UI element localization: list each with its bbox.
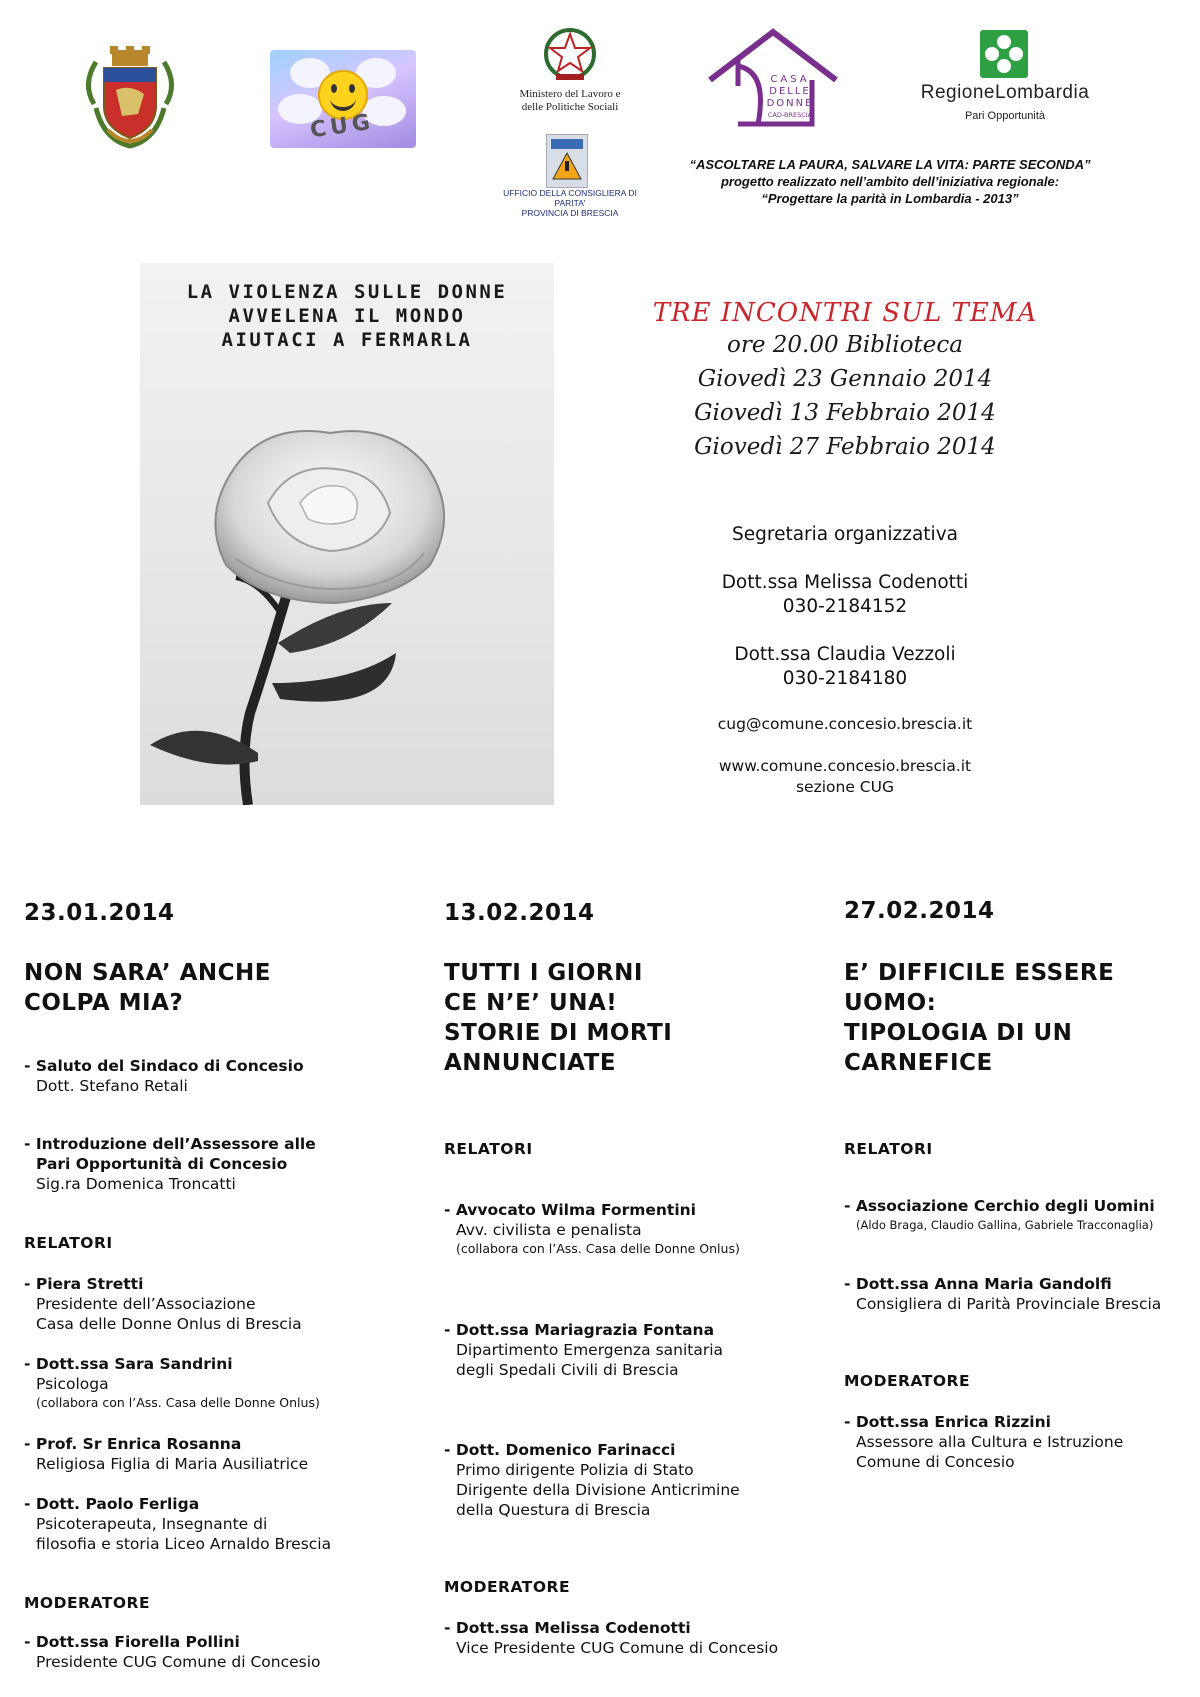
website-section: sezione CUG	[795, 778, 894, 796]
website-link[interactable]: www.comune.concesio.brescia.it	[718, 757, 972, 775]
col1-saluto: - Saluto del Sindaco di Concesio	[24, 1057, 304, 1075]
col2-title-line-3: STORIE DI MORTI	[444, 1020, 673, 1046]
contact-1-name: Dott.ssa Melissa Codenotti	[721, 572, 969, 593]
consigliera-badge	[546, 134, 588, 188]
col2-relatore-1-note: (collabora con l’Ass. Casa delle Donne Onlus)	[456, 1241, 740, 1256]
col1-moderatore-label: MODERATORE	[24, 1594, 151, 1612]
col2-title-line-1: TUTTI I GIORNI	[444, 960, 643, 986]
events-heading: TRE INCONTRI SUL TEMA	[652, 298, 1038, 328]
col3-moderatore: - Dott.ssa Enrica Rizzini	[844, 1413, 1051, 1431]
col3-moderatore-role-2: Comune di Concesio	[856, 1453, 1015, 1471]
col1-relatore-1-role-1: Presidente dell’Associazione	[36, 1295, 256, 1313]
col2-moderatore-role: Vice Presidente CUG Comune di Concesio	[456, 1639, 779, 1657]
casa-line-2: DELLE	[769, 86, 811, 97]
col1-moderatore-role: Presidente CUG Comune di Concesio	[36, 1653, 321, 1671]
col3-relatore-2: - Dott.ssa Anna Maria Gandolfi	[844, 1275, 1112, 1293]
col3-title-line-3: TIPOLOGIA DI UN	[844, 1020, 1073, 1046]
ministry-text	[500, 88, 640, 114]
white-rose-illustration	[140, 353, 554, 805]
event-date-1: Giovedì 23 Gennaio 2014	[697, 366, 993, 392]
col1-relatore-3-role: Religiosa Figlia di Maria Ausiliatrice	[36, 1455, 309, 1473]
col1-relatore-2: - Dott.ssa Sara Sandrini	[24, 1355, 233, 1373]
consigliera-text	[495, 188, 645, 218]
col3-title-line-1: E’ DIFFICILE ESSERE	[844, 960, 1115, 986]
col1-relatore-1: - Piera Stretti	[24, 1275, 144, 1293]
col3-title-line-2: UOMO:	[844, 990, 937, 1016]
consigliera-line-2: PROVINCIA DI BRESCIA	[521, 208, 619, 218]
col2-relatore-1-role: Avv. civilista e penalista	[456, 1221, 642, 1239]
col1-title-line-1: NON SARA’ ANCHE	[24, 960, 271, 986]
col2-moderatore: - Dott.ssa Melissa Codenotti	[444, 1619, 691, 1637]
col1-intro-role: Sig.ra Domenica Troncatti	[36, 1175, 236, 1193]
col2-date: 13.02.2014	[444, 900, 595, 926]
contact-1-phone: 030-2184152	[782, 596, 908, 617]
col1-relatore-4: - Dott. Paolo Ferliga	[24, 1495, 200, 1513]
col1-moderatore: - Dott.ssa Fiorella Pollini	[24, 1633, 240, 1651]
regione-rose-icon	[980, 30, 1028, 78]
ministry-line-1: Ministero del Lavoro e	[519, 88, 621, 100]
regione-subtitle: Pari Opportunità	[964, 110, 1046, 122]
segreteria-label: Segretaria organizzativa	[732, 524, 958, 545]
col3-relatori-label: RELATORI	[844, 1140, 933, 1158]
col3-moderatore-label: MODERATORE	[844, 1372, 971, 1390]
casa-line-1: CASA	[770, 74, 810, 85]
col1-relatore-4-role-2: filosofia e storia Liceo Arnaldo Brescia	[36, 1535, 332, 1553]
cug-logo-text: CUG	[308, 109, 376, 144]
col1-date: 23.01.2014	[24, 900, 175, 926]
col2-relatore-3: - Dott. Domenico Farinacci	[444, 1441, 676, 1459]
col2-relatore-1: - Avvocato Wilma Formentini	[444, 1201, 696, 1219]
col2-relatore-2: - Dott.ssa Mariagrazia Fontana	[444, 1321, 715, 1339]
col2-relatori-label: RELATORI	[444, 1140, 533, 1158]
col2-relatore-3-role-3: della Questura di Brescia	[456, 1501, 651, 1519]
col2-title-line-4: ANNUNCIATE	[444, 1050, 617, 1076]
col3-moderatore-role-1: Assessore alla Cultura e Istruzione	[856, 1433, 1124, 1451]
col3-relatore-1: - Associazione Cerchio degli Uomini	[844, 1197, 1155, 1215]
event-date-2: Giovedì 13 Febbraio 2014	[694, 400, 996, 426]
poster-line-2: AVVELENA IL MONDO	[228, 305, 466, 327]
col2-moderatore-label: MODERATORE	[444, 1578, 571, 1596]
ministry-line-2: delle Politiche Sociali	[521, 101, 619, 113]
col3-relatore-2-role: Consigliera di Parità Provinciale Brescia	[856, 1295, 1162, 1313]
consigliera-line-1: UFFICIO DELLA CONSIGLIERA DI PARITA'	[503, 188, 637, 208]
col2-title-line-2: CE N’E’ UNA!	[444, 990, 618, 1016]
col2-relatore-3-role-2: Dirigente della Divisione Anticrimine	[456, 1481, 740, 1499]
casa-line-4: CAD-BRESCIA	[767, 111, 813, 119]
cug-logo	[270, 50, 416, 148]
col1-relatore-2-note: (collabora con l’Ass. Casa delle Donne Onlus)	[36, 1395, 320, 1410]
comune-crest-logo	[74, 44, 186, 156]
casa-delle-donne-logo	[708, 28, 838, 128]
project-subtitle: progetto realizzato nell’ambito dell’iniziativa regionale:	[720, 174, 1060, 189]
col1-relatore-2-role: Psicologa	[36, 1375, 109, 1393]
event-date-3: Giovedì 27 Febbraio 2014	[694, 434, 996, 460]
casa-line-3: DONNE	[766, 98, 814, 109]
italian-republic-emblem	[542, 26, 598, 84]
col1-relatore-3: - Prof. Sr Enrica Rosanna	[24, 1435, 242, 1453]
col2-relatore-2-role-2: degli Spedali Civili di Brescia	[456, 1361, 679, 1379]
col3-title-line-4: CARNEFICE	[844, 1050, 993, 1076]
events-time-place: ore 20.00 Biblioteca	[727, 332, 963, 358]
consigliera-logo	[495, 132, 645, 218]
col1-intro-line-2: Pari Opportunità di Concesio	[36, 1155, 288, 1173]
contact-email-link[interactable]: cug@comune.concesio.brescia.it	[717, 715, 973, 733]
regione-lombardia-logo	[905, 30, 1105, 130]
poster-line-1: LA VIOLENZA SULLE DONNE	[186, 281, 508, 303]
contact-2-phone: 030-2184180	[782, 668, 908, 689]
col1-relatori-label: RELATORI	[24, 1234, 113, 1252]
col2-relatore-3-role-1: Primo dirigente Polizia di Stato	[456, 1461, 694, 1479]
col1-relatore-1-role-2: Casa delle Donne Onlus di Brescia	[36, 1315, 302, 1333]
col3-date: 27.02.2014	[844, 898, 995, 924]
regione-name: RegioneLombardia	[920, 82, 1090, 103]
col1-intro-line-1: - Introduzione dell’Assessore alle	[24, 1135, 316, 1153]
col1-relatore-4-role-1: Psicoterapeuta, Insegnante di	[36, 1515, 268, 1533]
rose-poster-image	[140, 263, 554, 805]
col3-relatore-1-note: (Aldo Braga, Claudio Gallina, Gabriele Tracconaglia)	[856, 1218, 1154, 1232]
poster-line-3: AIUTACI A FERMARLA	[221, 329, 473, 351]
project-title: “ASCOLTARE LA PAURA, SALVARE LA VITA: PARTE SECONDA”	[689, 157, 1091, 172]
contact-2-name: Dott.ssa Claudia Vezzoli	[734, 644, 956, 665]
col1-title-line-2: COLPA MIA?	[24, 990, 184, 1016]
col1-saluto-role: Dott. Stefano Retali	[36, 1077, 188, 1095]
col2-relatore-2-role-1: Dipartimento Emergenza sanitaria	[456, 1341, 724, 1359]
project-initiative: “Progettare la parità in Lombardia - 2013”	[761, 191, 1019, 206]
